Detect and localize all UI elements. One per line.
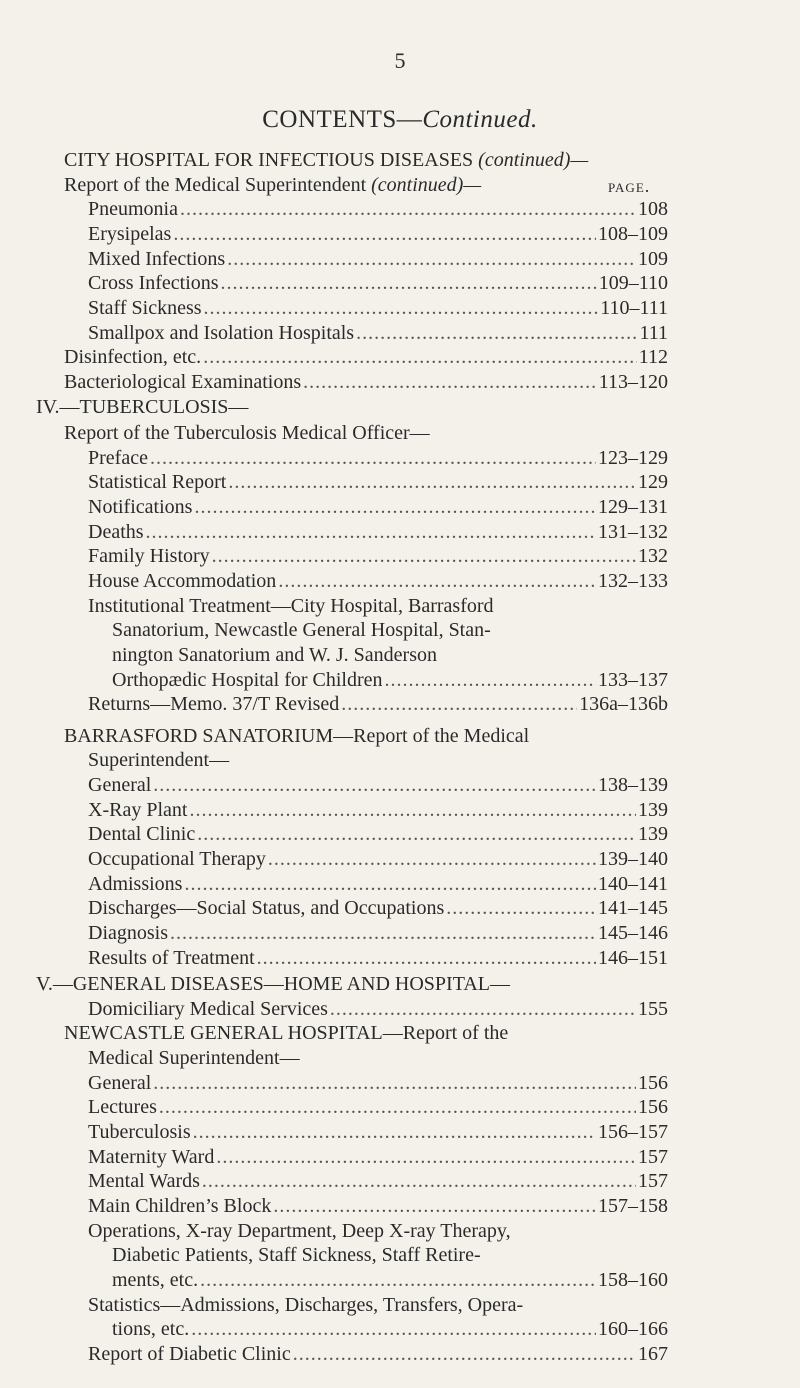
toc-entry: Admissions ..... 140–141 [88,872,668,897]
section-header-city-hospital: CITY HOSPITAL FOR INFECTIOUS DISEASES (continued)— [64,149,589,171]
toc-entry: Dental Clinic ..... 139 [88,822,668,847]
toc-entry: Notifications ..... 129–131 [88,495,668,520]
barrasford-heading-1: BARRASFORD SANATORIUM—Report of the Medical [64,724,530,747]
toc-entry: Staff Sickness ..... 110–111 [88,296,668,321]
barrasford-heading-2: Superintendent— [88,749,230,772]
institutional-line-2: Sanatorium, Newcastle General Hospital, Stan- [112,619,491,642]
toc-entry: Returns—Memo. 37/T Revised ..... 136a–136b [88,692,668,717]
tb-report-line: Report of the Tuberculosis Medical Officer— [64,422,430,444]
section-heading-tuberculosis: IV.—TUBERCULOSIS— [36,395,249,418]
newcastle-heading-1: NEWCASTLE GENERAL HOSPITAL—Report of the [64,1022,509,1045]
institutional-line-3: nington Sanatorium and W. J. Sanderson [112,644,437,667]
operations-line-2: Diabetic Patients, Staff Sickness, Staff Retire- [112,1244,481,1267]
toc-entry: Lectures ..... 156 [88,1095,668,1120]
toc-entry: Disinfection, etc. ..... 112 [64,345,668,370]
toc-entry: Pneumonia ..... 108 [88,197,668,222]
toc-entry: Smallpox and Isolation Hospitals ..... 111 [88,321,668,346]
toc-entry: ments, etc. ..... 158–160 [112,1268,668,1293]
title-italic: Continued. [422,106,538,133]
toc-entry: Family History ..... 132 [88,544,668,569]
toc-entry: Discharges—Social Status, and Occupations ..... 141–145 [88,896,668,921]
toc-entry: Occupational Therapy ..... 139–140 [88,847,668,872]
toc-entry: Orthopædic Hospital for Children ..... 133–137 [112,668,668,693]
toc-entry: Domiciliary Medical Services ..... 155 [88,997,668,1022]
institutional-line-1: Institutional Treatment—City Hospital, Barrasford [88,594,494,617]
toc-entry: Mental Wards ..... 157 [88,1169,668,1194]
toc-entry: Mixed Infections ..... 109 [88,247,668,272]
statistics-line-1: Statistics—Admissions, Discharges, Transfers, Opera- [88,1293,524,1316]
toc-entry: Preface ..... 123–129 [88,446,668,471]
toc-entry: Report of Diabetic Clinic ..... 167 [88,1342,668,1367]
page-title [0,106,800,134]
toc-entry: General ..... 138–139 [88,773,668,798]
toc-entry: House Accommodation ..... 132–133 [88,569,668,594]
toc-entry: Cross Infections ..... 109–110 [88,271,668,296]
toc-entry: Main Children’s Block ..... 157–158 [88,1194,668,1219]
newcastle-heading-2: Medical Superintendent— [88,1046,300,1069]
toc-entry: Results of Treatment ..... 146–151 [88,946,668,971]
toc-entry: General ..... 156 [88,1071,668,1096]
toc-entry: tions, etc. ..... 160–166 [112,1317,668,1342]
title-main: CONTENTS— [262,106,423,133]
toc-entry: Deaths ..... 131–132 [88,520,668,545]
page-number: 5 [394,48,406,73]
toc-entry: Statistical Report ..... 129 [88,470,668,495]
toc-entry: Diagnosis ..... 145–146 [88,921,668,946]
page-column-label: page. [608,176,651,197]
toc-entry: Erysipelas ..... 108–109 [88,222,668,247]
toc-entry: Bacteriological Examinations ..... 113–120 [64,370,668,395]
operations-line-1: Operations, X-ray Department, Deep X-ray Therapy, [88,1219,511,1242]
toc-entry: Maternity Ward ..... 157 [88,1145,668,1170]
toc-entry: X-Ray Plant ..... 139 [88,798,668,823]
section-heading-general-diseases: V.—GENERAL DISEASES—HOME AND HOSPITAL— [36,972,510,995]
toc-entry: Tuberculosis ..... 156–157 [88,1120,668,1145]
report-line: Report of the Medical Superintendent (continued)— [64,173,482,196]
